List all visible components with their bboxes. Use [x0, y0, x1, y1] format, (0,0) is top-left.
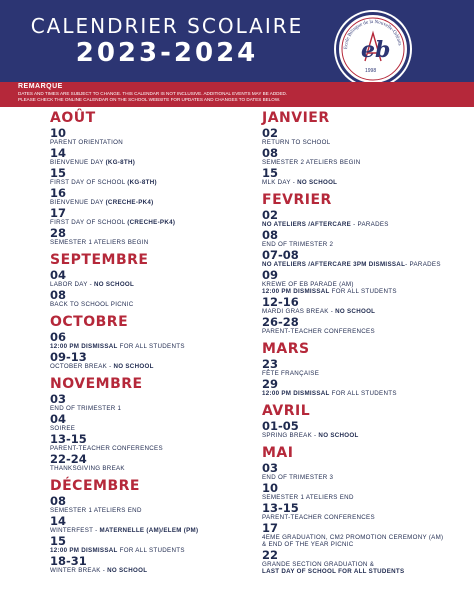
calendar-event	[262, 296, 472, 315]
calendar-event	[50, 393, 260, 412]
event-text: SEMESTER 1 ATELIERS BEGIN	[50, 239, 149, 246]
event-description	[50, 281, 260, 288]
event-text-bold: (KG-8TH)	[127, 179, 157, 186]
event-text-bold: 12:00 PM DISMISSAL	[50, 547, 118, 554]
calendar-event	[262, 549, 472, 575]
month-section	[262, 341, 472, 397]
event-text: MLK DAY -	[262, 179, 298, 186]
month-heading: NOVEMBRE	[50, 376, 143, 392]
month-heading: SEPTEMBRE	[50, 252, 149, 268]
event-text: OCTOBER BREAK -	[50, 363, 114, 370]
calendar-event	[50, 227, 260, 246]
event-description	[262, 281, 472, 288]
event-description	[262, 432, 472, 439]
event-description	[262, 139, 472, 146]
month-section	[50, 376, 260, 472]
remarque-text	[18, 91, 458, 102]
event-description	[262, 241, 472, 248]
event-text: KREWE OF EB PARADE (AM)	[262, 281, 354, 288]
event-text-bold: (KG-8TH)	[105, 159, 136, 166]
event-description	[50, 343, 260, 350]
month-section	[262, 445, 472, 575]
event-description	[50, 405, 260, 412]
calendar-event	[262, 209, 472, 228]
event-text-bold: NO SCHOOL	[335, 308, 376, 315]
calendar-event	[50, 167, 260, 186]
event-date: 02	[262, 208, 279, 222]
event-text: PARENT ORIENTATION	[50, 139, 124, 146]
event-text: SPRING BREAK -	[262, 432, 319, 439]
event-text: GRANDE SECTION GRADUATION &	[262, 561, 375, 568]
event-text: PARENT-TEACHER CONFERENCES	[50, 445, 163, 452]
event-text: END OF TRIMESTER 3	[262, 474, 334, 481]
event-date: 09	[262, 268, 279, 282]
event-date: 04	[50, 268, 67, 282]
event-date: 09-13	[50, 350, 87, 364]
event-text-bold: NO ATELIERS /AFTERCARE 3PM DISMISSAL	[262, 261, 406, 268]
event-text-bold: LAST DAY OF SCHOOL FOR ALL STUDENTS	[262, 568, 405, 575]
event-description	[50, 567, 260, 574]
month-section	[262, 110, 472, 186]
event-text: 4EME GRADUATION, CM2 PROMOTION CEREMONY (AM)	[262, 534, 444, 541]
calendar-event	[50, 187, 260, 206]
calendar-event	[50, 351, 260, 370]
event-text: LABOR DAY -	[50, 281, 94, 288]
event-date: 28	[50, 226, 67, 240]
event-text: WINTER BREAK -	[50, 567, 108, 574]
event-text: SEMESTER 2 ATELIERS BEGIN	[262, 159, 361, 166]
event-text: BACK TO SCHOOL PICNIC	[50, 301, 134, 308]
calendar-column-left	[50, 110, 260, 575]
logo-initials: eb	[361, 37, 391, 63]
event-date: 17	[262, 521, 279, 535]
event-text: FIRST DAY OF SCHOOL	[50, 219, 128, 226]
month-heading: JANVIER	[262, 110, 330, 126]
event-description	[50, 301, 260, 308]
event-description	[50, 363, 260, 370]
event-description	[50, 239, 260, 246]
event-text: THANKSGIVING BREAK	[50, 465, 125, 472]
event-date: 01-05	[262, 419, 299, 433]
calendar-event	[262, 420, 472, 439]
event-text-bold: NO SCHOOL	[297, 179, 338, 186]
event-date: 06	[50, 330, 67, 344]
event-date: 14	[50, 514, 67, 528]
event-text-bold: (CRECHE-PK4)	[105, 199, 154, 206]
event-text: MARDI GRAS BREAK -	[262, 308, 336, 315]
event-date: 16	[50, 186, 67, 200]
event-text-after: FOR ALL STUDENTS	[117, 343, 185, 350]
event-date: 08	[262, 146, 279, 160]
calendar-event	[262, 358, 472, 377]
event-date: 10	[50, 126, 67, 140]
event-description	[262, 328, 472, 335]
remarque-line-1: DATES AND TIMES ARE SUBJECT TO CHANGE. THIS CALENDAR IS NOT INCLUSIVE. ADDITIONAL EVENTS MAY BE ADDED.	[18, 91, 288, 96]
event-description	[50, 465, 260, 472]
event-date: 07-08	[262, 248, 299, 262]
school-year: 2023-2024	[75, 38, 259, 68]
event-description	[50, 179, 260, 186]
logo-ring-text: Ecole Bilingue de la Nouvelle-Orléans	[343, 19, 402, 50]
event-date: 12-16	[262, 295, 299, 309]
event-description	[262, 390, 472, 397]
event-text-bold: 12:00 PM DISMISSAL	[262, 390, 330, 397]
school-logo	[336, 12, 410, 86]
calendar-event	[50, 127, 260, 146]
calendar-event	[50, 413, 260, 432]
event-text-bold: MATERNELLE (AM)/ELEM (PM)	[99, 527, 199, 534]
event-text-bold: 12:00 PM DISMISSAL	[50, 343, 118, 350]
event-description	[262, 221, 472, 228]
calendar-event	[262, 378, 472, 397]
calendar-event	[262, 482, 472, 501]
logo-year: 1998	[365, 68, 377, 74]
calendar-event	[262, 502, 472, 521]
event-description	[262, 474, 472, 481]
month-heading: DÉCEMBRE	[50, 478, 140, 494]
event-text: RETURN TO SCHOOL	[262, 139, 331, 146]
event-date: 08	[50, 288, 67, 302]
event-date: 14	[50, 146, 67, 160]
month-section	[50, 252, 260, 308]
event-date: 26-28	[262, 315, 299, 329]
event-description	[262, 494, 472, 501]
event-date: 23	[262, 357, 279, 371]
calendar-event	[50, 147, 260, 166]
calendar-event	[262, 147, 472, 166]
calendar-event	[262, 249, 472, 268]
month-section	[50, 478, 260, 574]
event-date: 03	[262, 461, 279, 475]
event-text: FIRST DAY OF SCHOOL	[50, 179, 128, 186]
event-text-bold: 12:00 PM DISMISSAL	[262, 288, 330, 295]
event-text: END OF TRIMESTER 2	[262, 241, 334, 248]
event-description-line-2	[262, 568, 472, 575]
calendar-column-right	[262, 110, 472, 576]
event-description	[50, 445, 260, 452]
event-date: 15	[262, 166, 279, 180]
month-section	[262, 403, 472, 439]
month-section	[262, 192, 472, 335]
event-text-bold: NO SCHOOL	[318, 432, 359, 439]
event-text-after: FOR ALL STUDENTS	[329, 390, 397, 397]
event-description	[262, 308, 472, 315]
event-description	[262, 370, 472, 377]
event-text: SOIREE	[50, 425, 76, 432]
event-text-bold: NO SCHOOL	[93, 281, 135, 288]
event-description	[262, 179, 472, 186]
event-date: 02	[262, 126, 279, 140]
event-date: 13-15	[262, 501, 299, 515]
calendar-event	[50, 433, 260, 452]
event-description	[50, 507, 260, 514]
event-text: PARENT-TEACHER CONFERENCES	[262, 328, 375, 335]
event-description	[262, 534, 472, 541]
event-text-after: FOR ALL STUDENTS	[329, 288, 397, 295]
event-date: 17	[50, 206, 67, 220]
event-date: 15	[50, 166, 67, 180]
remarque-line-2: PLEASE CHECK THE ONLINE CALENDAR ON THE SCHOOL WEBSITE FOR UPDATES AND CHANGES TO DATES BELOW.	[18, 96, 281, 102]
event-text: SEMESTER 1 ATELIERS END	[262, 494, 354, 501]
event-date: 22-24	[50, 452, 87, 466]
calendar-event	[262, 127, 472, 146]
calendar-event	[50, 453, 260, 472]
event-text-after: FOR ALL STUDENTS	[117, 547, 185, 554]
event-text: BIENVENUE DAY	[50, 199, 106, 206]
event-date: 29	[262, 377, 279, 391]
event-date: 18-31	[50, 554, 87, 568]
event-text: BIENVENUE DAY	[50, 159, 106, 166]
event-date: 13-15	[50, 432, 87, 446]
event-text-bold: (CRECHE-PK4)	[127, 219, 176, 226]
month-heading: OCTOBRE	[50, 314, 129, 330]
month-heading: MARS	[262, 341, 310, 357]
calendar-event	[50, 331, 260, 350]
event-description	[50, 139, 260, 146]
calendar-event	[50, 289, 260, 308]
event-description	[262, 514, 472, 521]
event-date: 10	[262, 481, 279, 495]
event-text: PARENT-TEACHER CONFERENCES	[262, 514, 375, 521]
remarque-banner	[0, 82, 474, 107]
calendar-event	[262, 316, 472, 335]
calendar-event	[50, 535, 260, 554]
calendar-event	[262, 229, 472, 248]
event-text-bold: NO ATELIERS /AFTERCARE	[262, 221, 352, 228]
event-text-bold: NO SCHOOL	[113, 363, 154, 370]
event-date: 03	[50, 392, 67, 406]
event-date: 22	[262, 548, 279, 562]
event-text: & END OF THE YEAR PICNIC	[262, 541, 354, 548]
event-text: FÊTE FRANÇAISE	[262, 370, 320, 377]
remarque-title: REMARQUE	[18, 83, 63, 90]
calendar-event	[262, 167, 472, 186]
event-date: 04	[50, 412, 67, 426]
calendar-event	[50, 495, 260, 514]
event-text: WINTERFEST -	[50, 527, 100, 534]
event-description-line-2	[262, 288, 472, 295]
event-text-bold: NO SCHOOL	[107, 567, 148, 574]
calendar-event	[50, 555, 260, 574]
event-description	[50, 159, 260, 166]
page-title: CALENDRIER SCOLAIRE	[30, 14, 304, 38]
calendar-event	[50, 515, 260, 534]
month-heading: AOÛT	[50, 110, 96, 126]
calendar-event	[50, 269, 260, 288]
month-heading: MAI	[262, 445, 294, 461]
event-description	[262, 561, 472, 568]
event-date: 15	[50, 534, 67, 548]
event-text-after: - PARADES	[351, 221, 389, 228]
event-date: 08	[50, 494, 67, 508]
event-description	[262, 261, 472, 268]
event-text: SEMESTER 1 ATELIERS END	[50, 507, 142, 514]
calendar-event	[262, 269, 472, 295]
event-description	[50, 199, 260, 206]
month-section	[50, 314, 260, 370]
event-date: 08	[262, 228, 279, 242]
month-heading: FEVRIER	[262, 192, 332, 208]
month-section	[50, 110, 260, 246]
calendar-event	[262, 522, 472, 548]
event-text-after: - PARADES	[405, 261, 441, 268]
event-description	[262, 159, 472, 166]
event-description-line-2	[262, 541, 472, 548]
month-heading: AVRIL	[262, 403, 311, 419]
calendar-event	[50, 207, 260, 226]
event-description	[50, 547, 260, 554]
event-description	[50, 219, 260, 226]
event-text: END OF TRIMESTER 1	[50, 405, 122, 412]
event-description	[50, 425, 260, 432]
event-description	[50, 527, 260, 534]
calendar-event	[262, 462, 472, 481]
